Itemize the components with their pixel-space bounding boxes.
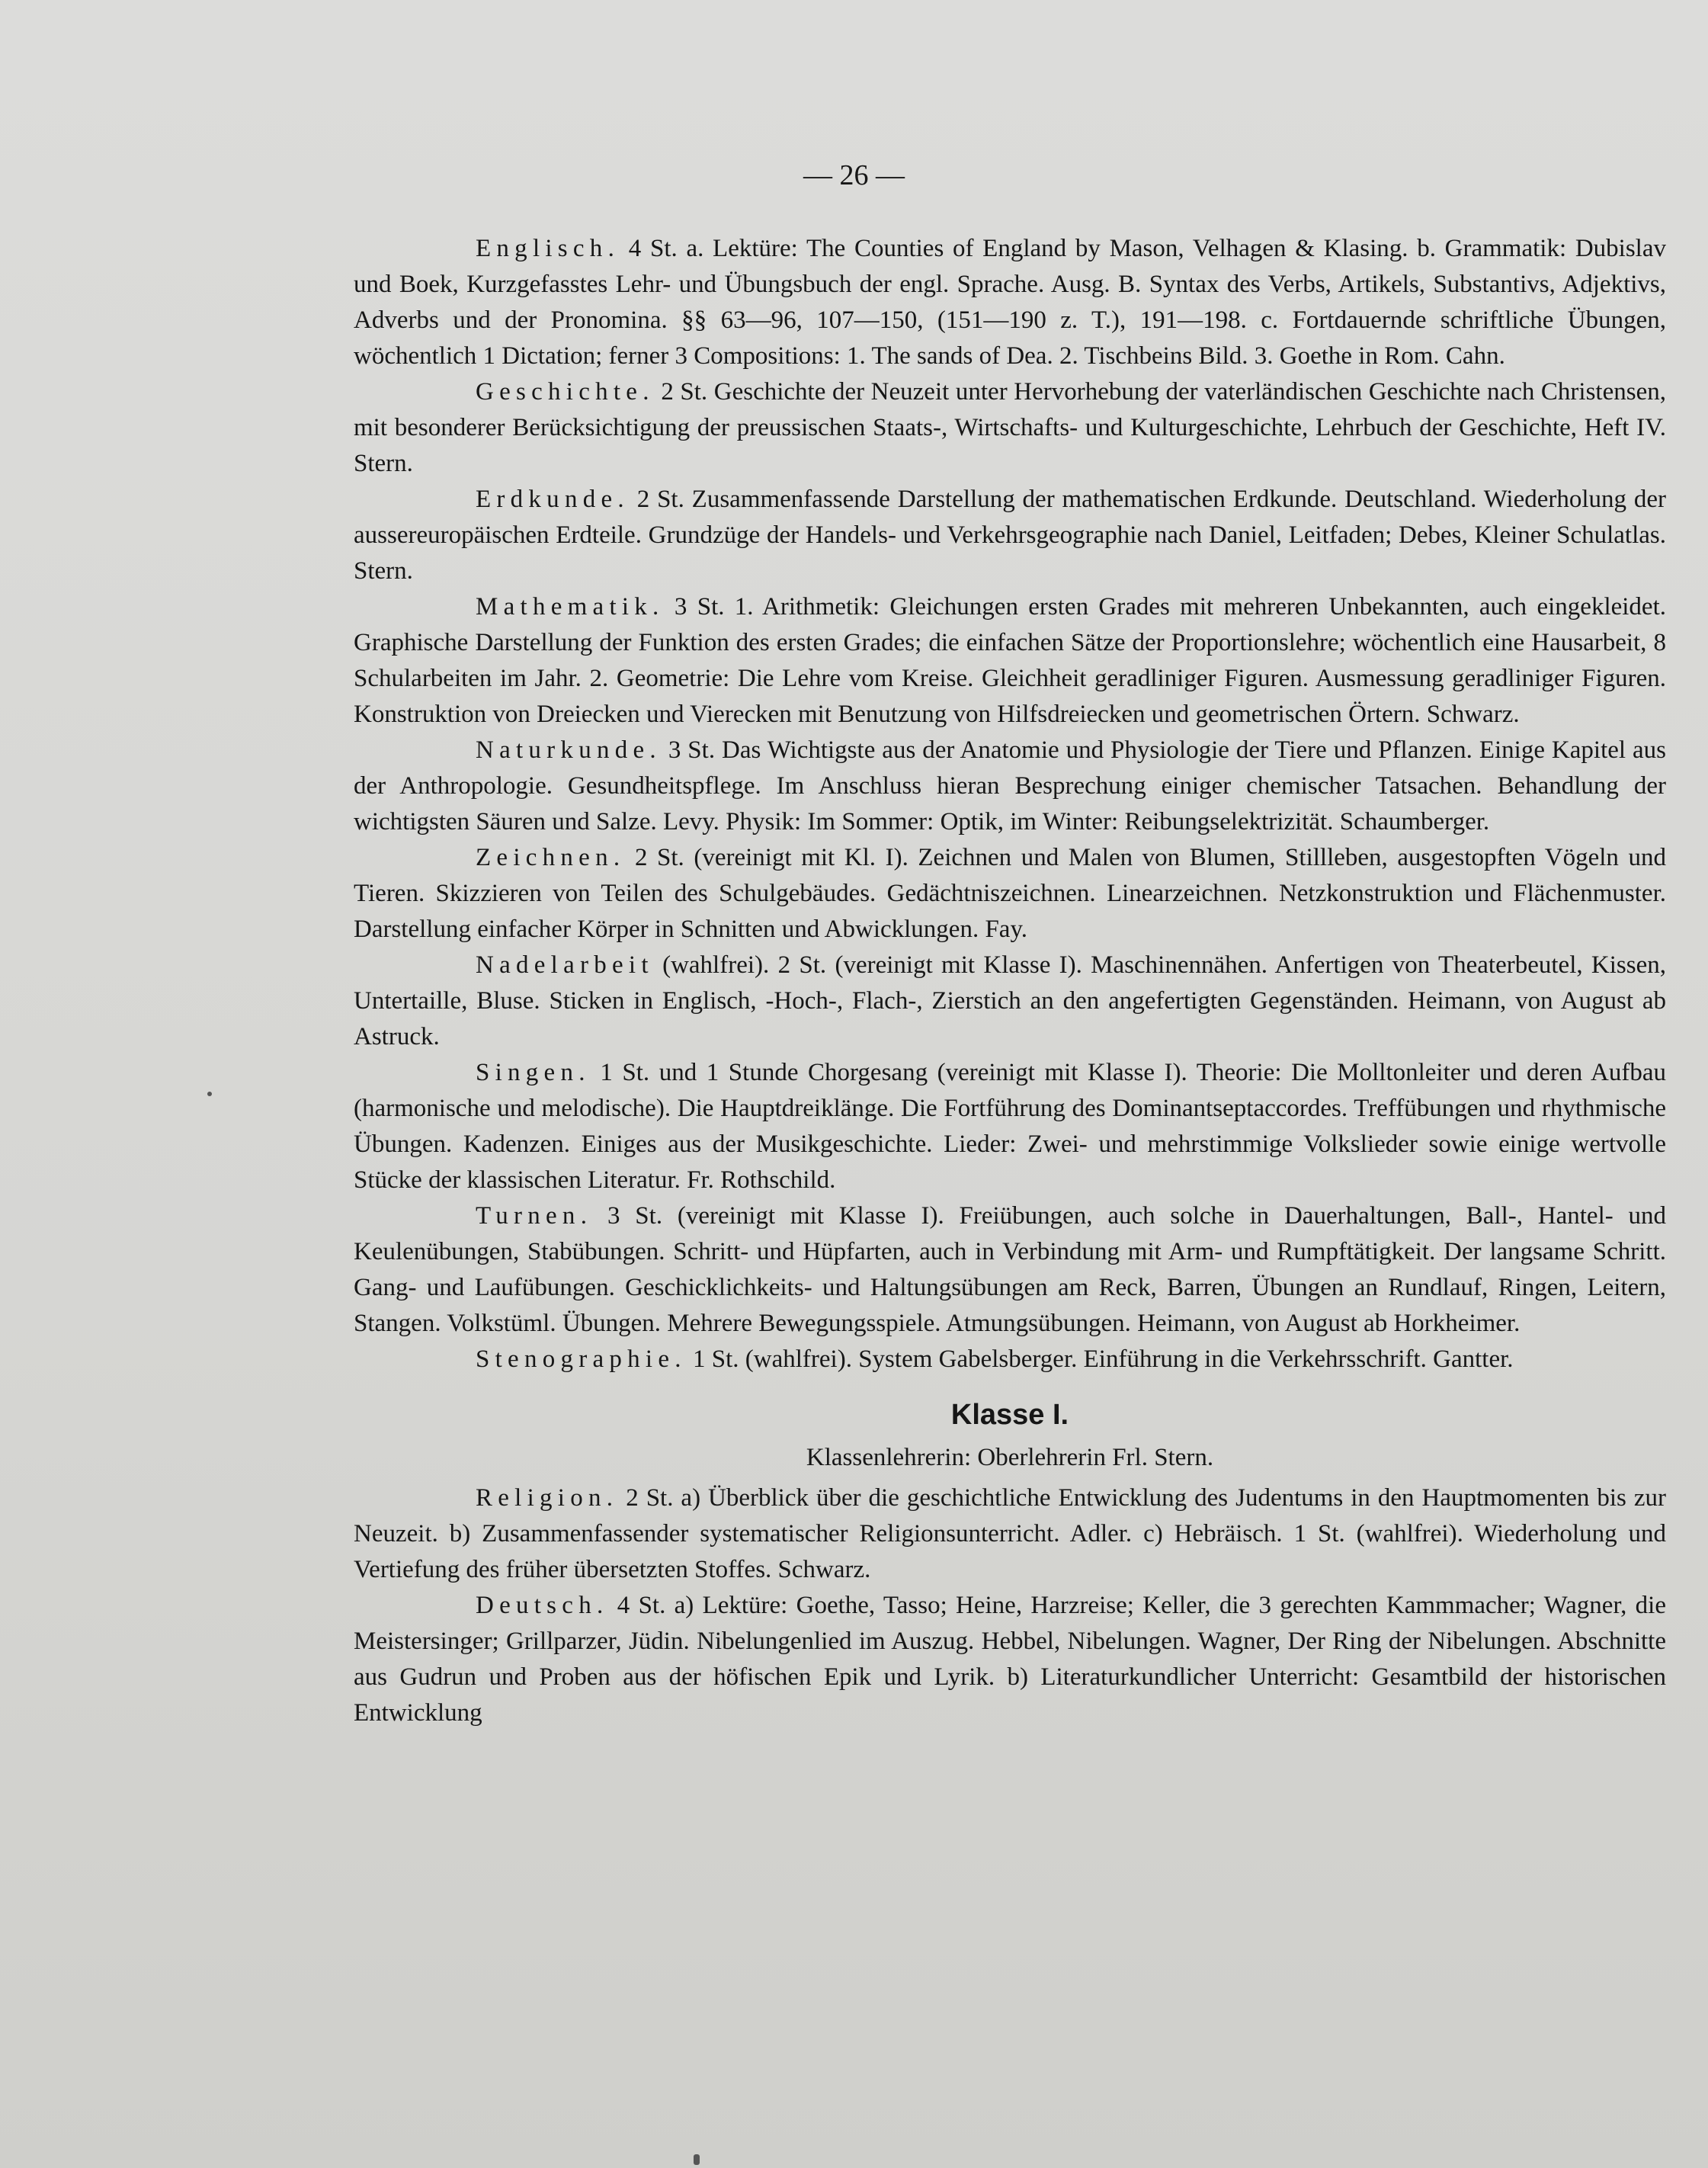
text-turnen: 3 St. (vereinigt mit Klasse I). Freiübungen, auch solche in Dauerhaltungen, Ball-, Hantel- und Keulenübungen, Stabübungen. Schritt- und Hüpfarten, auch in Verbindung mit Arm- und Rumpftätigkeit. Der langsame Schritt. Gang- und Laufübungen. Geschicklichkeits- und Haltungsübungen am Reck, Barren, Übungen an Rundlauf, Ringen, Leitern, Stangen. Volkstüml. Übungen. Mehrere Bewegungsspiele. Atmungsübungen. Heimann, von August ab Horkheimer. [354,1202,1667,1337]
paragraph-turnen [354,1198,1666,1342]
paragraph-erdkunde [354,482,1666,589]
page-body [354,231,1666,1731]
paragraph-englisch [354,231,1666,374]
text-nadelarbeit: (wahlfrei). 2 St. (vereinigt mit Klasse I). Maschinennähen. Anfertigen von Theaterbeutel, Kissen, Untertaille, Bluse. Sticken in Englisch, -Hoch-, Flach-, Zierstich an den angefertigten Gegenständen. Heimann, von August ab Astruck. [354,951,1666,1050]
paper-speck [694,2154,700,2165]
page-number: — 26 — [803,159,905,191]
paragraph-singen [354,1055,1666,1198]
text-deutsch: 4 St. a) Lektüre: Goethe, Tasso; Heine, Harzreise; Keller, die 3 gerechten Kammmacher; Wagner, die Meistersinger; Grillparzer, Jüdin. Nibelungenlied im Auszug. Hebbel, Nibelungen. Wagner, Der Ring der Nibelungen. Abschnitte aus Gudrun und Proben aus der höfischen Epik und Lyrik. b) Literaturkundlicher Unterricht: Gesamtbild der historischen Entwicklung [354,1592,1666,1727]
text-zeichnen: 2 St. (vereinigt mit Kl. I). Zeichnen und Malen von Blumen, Stillleben, ausgestopften Vögeln und Tieren. Skizzieren von Teilen des Schulgebäudes. Gedächtniszeichnen. Linearzeichnen. Netzkonstruktion und Flächenmuster. Darstellung einfacher Körper in Schnitten und Abwicklungen. Fay. [354,844,1667,943]
subject-englisch: Englisch. [476,235,620,262]
text-religion: 2 St. a) Überblick über die geschichtliche Entwicklung des Judentums in den Hauptmomenten bis zur Neuzeit. b) Zusammenfassender systematischer Religionsunterricht. Adler. c) Hebräisch. 1 St. (wahlfrei). Wiederholung und Vertiefung des früher übersetzten Stoffes. Schwarz. [354,1484,1666,1583]
subject-zeichnen: Zeichnen. [476,844,626,871]
text-mathematik: 3 St. 1. Arithmetik: Gleichungen ersten Grades mit mehreren Unbekannten, auch eingekleidet. Graphische Darstellung der Funktion des ersten Grades; die einfachen Sätze der Proportionslehre; wöchentlich eine Hausarbeit, 8 Schularbeiten im Jahr. 2. Geometrie: Die Lehre vom Kreise. Gleichheit geradliniger Figuren. Ausmessung geradliniger Figuren. Konstruktion von Dreiecken und Vierecken mit Benutzung von Hilfsdreiecken und geometrischen Örtern. Schwarz. [354,593,1667,728]
subject-turnen: Turnen. [476,1202,593,1230]
paragraph-stenographie [354,1342,1666,1377]
paper-speck [207,1092,212,1096]
class-teacher-line: Klassenlehrerin: Oberlehrerin Frl. Stern. [806,1444,1214,1471]
paragraph-deutsch [354,1588,1666,1731]
subject-religion: Religion. [476,1484,619,1512]
subject-mathematik: Mathematik. [476,593,665,621]
text-geschichte: 2 St. Geschichte der Neuzeit unter Hervorhebung der vaterländischen Geschichte nach Christensen, mit besonderer Berücksichtigung der preussischen Staats-, Wirtschafts- und Kulturgeschichte, Lehrbuch der Geschichte, Heft IV. Stern. [354,378,1666,477]
subject-naturkunde: Naturkunde. [476,736,662,764]
text-erdkunde: 2 St. Zusammenfassende Darstellung der mathematischen Erdkunde. Deutschland. Wiederholung der aussereuropäischen Erdteile. Grundzüge der Handels- und Verkehrsgeographie nach Daniel, Leitfaden; Debes, Kleiner Schulatlas. Stern. [354,486,1666,585]
subject-geschichte: Geschichte. [476,378,655,406]
text-stenographie: 1 St. (wahlfrei). System Gabelsberger. Einführung in die Verkehrsschrift. Gantter. [693,1345,1514,1373]
paragraph-religion [354,1480,1666,1588]
paragraph-naturkunde [354,733,1666,840]
text-singen: 1 St. und 1 Stunde Chorgesang (vereinigt mit Klasse I). Theorie: Die Molltonleiter und deren Aufbau (harmonische und melodische). Die Hauptdreiklänge. Die Fortführung des Dominantseptaccordes. Treffübungen und rhythmische Übungen. Kadenzen. Einiges aus der Musikgeschichte. Lieder: Zwei- und mehrstimmige Volkslieder sowie einige wertvolle Stücke der klassischen Literatur. Fr. Rothschild. [354,1059,1666,1194]
text-englisch: 4 St. a. Lektüre: The Counties of England by Mason, Velhagen & Klasing. b. Grammatik: Dubislav und Boek, Kurzgefasstes Lehr- und Übungsbuch der engl. Sprache. Ausg. B. Syntax des Verbs, Artikels, Substantivs, Adjektivs, Adverbs und der Pronomina. §§ 63—96, 107—150, (151—190 z. T.), 191—198. c. Fortdauernde schriftliche Übungen, wöchentlich 1 Dictation; ferner 3 Compositions: 1. The sands of Dea. 2. Tischbeins Bild. 3. Goethe in Rom. Cahn. [354,235,1666,370]
subject-singen: Singen. [476,1059,591,1086]
paragraph-nadelarbeit [354,948,1666,1055]
section-heading-klasse-1: Klasse I. [950,1399,1069,1431]
paragraph-geschichte [354,374,1666,482]
subject-nadelarbeit: Nadelarbeit [476,951,654,979]
text-naturkunde: 3 St. Das Wichtigste aus der Anatomie und Physiologie der Tiere und Pflanzen. Einige Kapitel aus der Anthropologie. Gesundheitspflege. Im Anschluss hieran Besprechung einiger chemischer Tatsachen. Behandlung der wichtigsten Säuren und Salze. Levy. Physik: Im Sommer: Optik, im Winter: Reibungselektrizität. Schaumberger. [354,736,1666,835]
subject-deutsch: Deutsch. [476,1592,609,1619]
paragraph-zeichnen [354,840,1666,948]
subject-erdkunde: Erdkunde. [476,486,630,513]
paragraph-mathematik [354,589,1666,733]
subject-stenographie: Stenographie. [476,1345,687,1373]
